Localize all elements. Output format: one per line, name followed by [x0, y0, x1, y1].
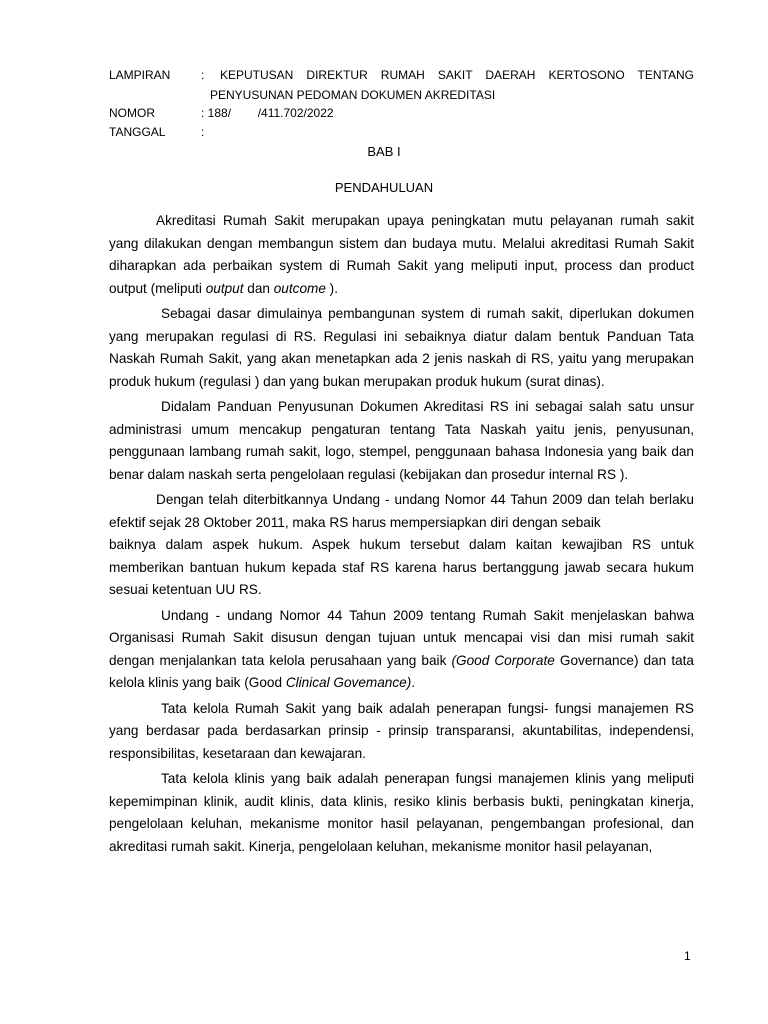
tanggal-label: TANGGAL: [109, 125, 166, 139]
body-text: [109, 210, 694, 861]
lampiran-label: LAMPIRAN: [109, 68, 171, 82]
nomor-value: : 188/ /411.702/2022: [201, 106, 334, 120]
chapter-title: PENDAHULUAN: [334, 180, 434, 195]
header-lampiran-row-2: [109, 88, 694, 102]
paragraph-4a: Dengan telah diterbitkannya Undang - undang Nomor 44 Tahun 2009 dan telah berlaku efektif sejak 28 Oktober 2011, maka RS harus mempersiapkan diri dengan sebaik: [109, 492, 694, 530]
paragraph-3: Didalam Panduan Penyusunan Dokumen Akreditasi RS ini sebagai salah satu unsur administrasi umum mencakup pengaturan tentang Tata Naskah yaitu jenis, penyusunan, penggunaan lambang rumah sakit, logo, stempel, penggunaan bahasa Indonesia yang baik dan benar dalam naskah serta pengelolaan regulasi (kebijakan dan prosedur internal RS ).: [109, 399, 694, 482]
header-nomor-row: [109, 106, 694, 120]
paragraph-5: Undang - undang Nomor 44 Tahun 2009 tentang Rumah Sakit menjelaskan bahwa Organisasi Rumah Sakit disusun dengan tujuan untuk mencapai visi dan misi rumah sakit dengan menjalankan tata kelola perusahaan yang baik (Good Corporate Governance) dan tata kelola klinis yang baik (Good Clinical Govemance).: [109, 607, 694, 690]
header-tanggal-row: [109, 125, 694, 139]
lampiran-line-2: PENYUSUNAN PEDOMAN DOKUMEN AKREDITASI: [210, 88, 496, 102]
header-lampiran-row: [109, 68, 694, 82]
paragraph-6: Tata kelola Rumah Sakit yang baik adalah penerapan fungsi- fungsi manajemen RS yang berdasar pada berdasarkan prinsip - prinsip transparansi, akuntabilitas, independensi, responsibilitas, kesetaraan dan kewajaran.: [109, 700, 694, 761]
tanggal-value: :: [201, 125, 205, 139]
paragraph-7: Tata kelola klinis yang baik adalah penerapan fungsi manajemen klinis yang meliputi kepemimpinan klinik, audit klinis, data klinis, resiko klinis berbasis bukti, peningkatan kinerja, pengelolaan keluhan, mekanisme monitor hasil pelayanan, pengembangan profesional, dan akreditasi rumah sakit. Kinerja, pengelolaan keluhan, mekanisme monitor hasil pelayanan,: [109, 771, 694, 854]
chapter-number: BAB I: [367, 144, 401, 159]
paragraph-4b: baiknya dalam aspek hukum. Aspek hukum tersebut dalam kaitan kewajiban RS untuk memberikan bantuan hukum kepada staf RS karena harus bertanggung jawab secara hukum sesuai ketentuan UU RS.: [109, 537, 694, 597]
paragraph-1: Akreditasi Rumah Sakit merupakan upaya peningkatan mutu pelayanan rumah sakit yang dilakukan dengan membangun sistem dan budaya mutu. Melalui akreditasi Rumah Sakit diharapkan ada perbaikan system di Rumah Sakit yang meliputi input, process dan product output (meliputi output dan outcome ).: [109, 213, 694, 296]
nomor-label: NOMOR: [109, 106, 155, 120]
lampiran-colon: :: [201, 68, 205, 82]
lampiran-line-1: KEPUTUSAN DIREKTUR RUMAH SAKIT DAERAH KERTOSONO TENTANG: [220, 68, 694, 82]
page-number: 1: [684, 949, 691, 963]
paragraph-2: Sebagai dasar dimulainya pembangunan system di rumah sakit, diperlukan dokumen yang merupakan regulasi di RS. Regulasi ini sebaiknya diatur dalam bentuk Panduan Tata Naskah Rumah Sakit, yang akan menetapkan ada 2 jenis naskah di RS, yaitu yang merupakan produk hukum (regulasi ) dan yang bukan merupakan produk hukum (surat dinas).: [109, 306, 694, 389]
